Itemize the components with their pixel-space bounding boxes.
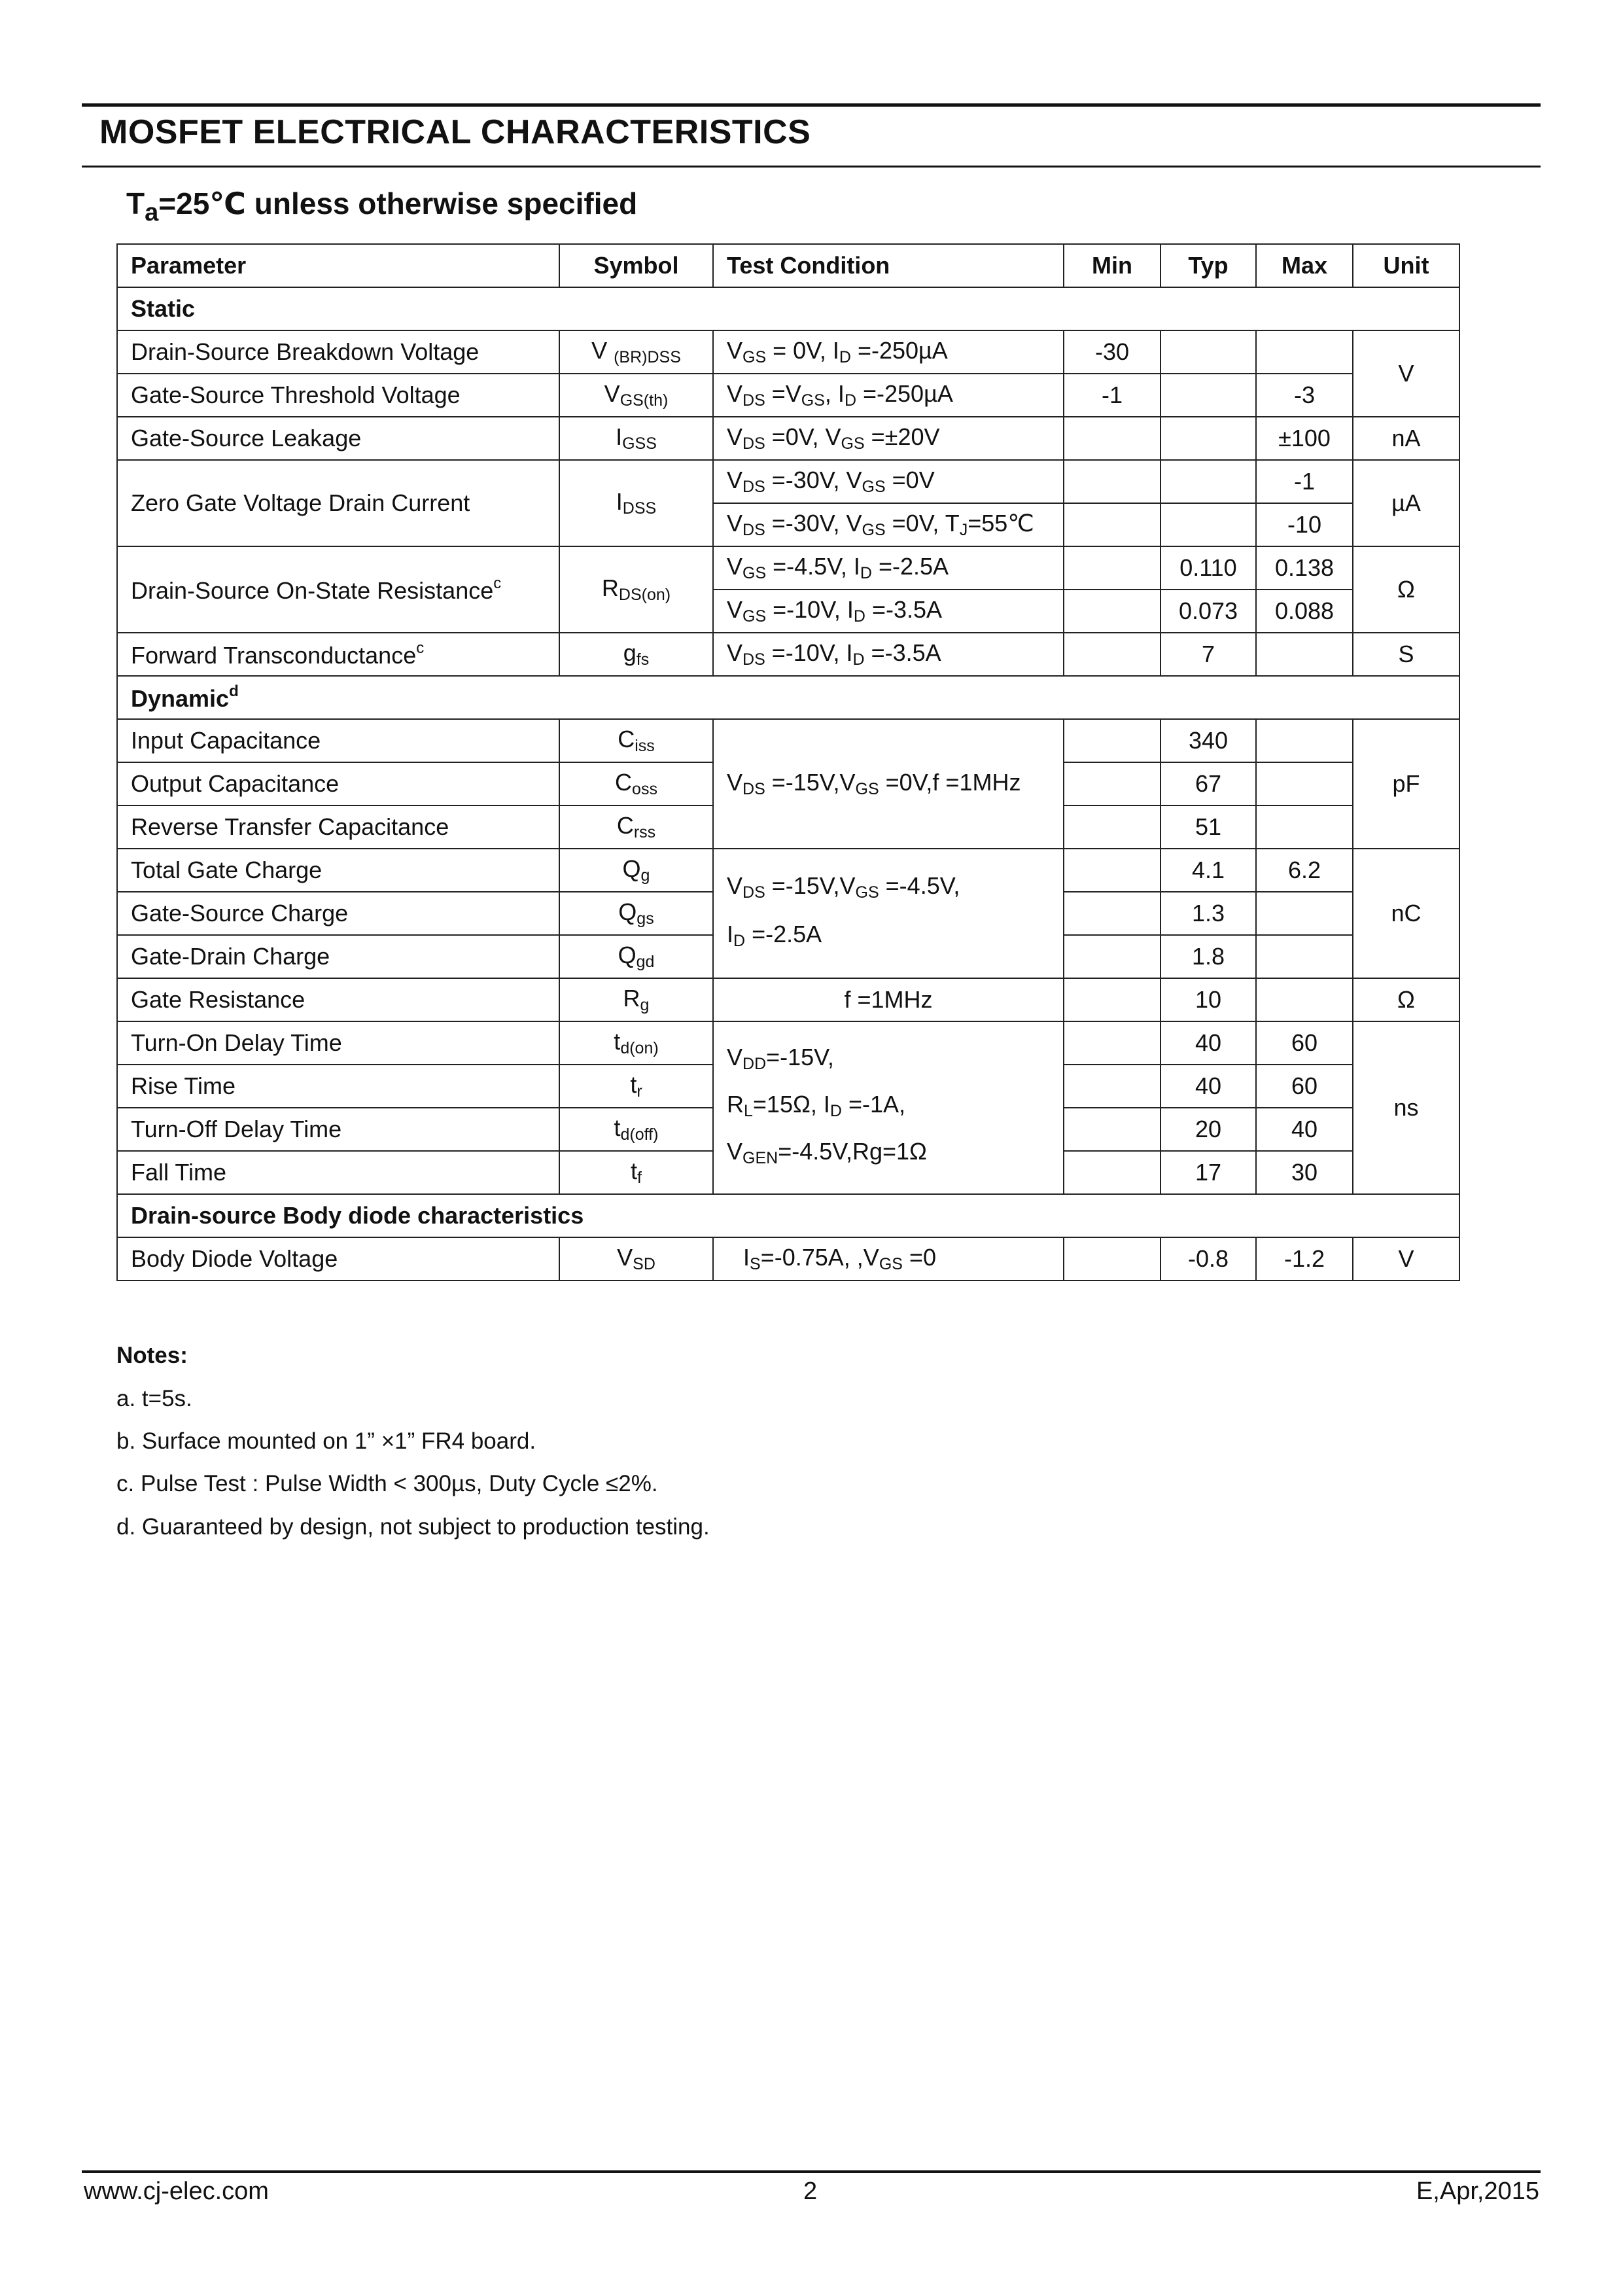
section-static: Static	[117, 287, 1459, 330]
symbol-cell: Qg	[559, 849, 713, 892]
typ-cell: 340	[1161, 719, 1256, 762]
typ-cell: 7	[1161, 633, 1256, 676]
min-cell	[1064, 1237, 1161, 1280]
typ-cell: 51	[1161, 805, 1256, 849]
symbol-cell: VSD	[559, 1237, 713, 1280]
unit-cell: µA	[1353, 460, 1459, 546]
unit-cell: pF	[1353, 719, 1459, 849]
table-row	[117, 1237, 1459, 1280]
typ-cell: 0.110	[1161, 546, 1256, 590]
typ-cell: -0.8	[1161, 1237, 1256, 1280]
symbol-cell: Crss	[559, 805, 713, 849]
param-cell: Zero Gate Voltage Drain Current	[117, 460, 559, 546]
section-row-diode	[117, 1194, 1459, 1237]
param-cell: Reverse Transfer Capacitance	[117, 805, 559, 849]
typ-cell: 67	[1161, 762, 1256, 805]
condition-cell: VDS =0V, VGS =±20V	[713, 417, 1064, 460]
title-underline	[82, 166, 1541, 168]
param-cell: Rise Time	[117, 1065, 559, 1108]
min-cell	[1064, 805, 1161, 849]
table-row	[117, 460, 1459, 503]
condition-cell: VDS =-30V, VGS =0V	[713, 460, 1064, 503]
condition-cell: VDS =-15V,VGS =-4.5V, ID =-2.5A	[713, 849, 1064, 978]
condition-cell: f =1MHz	[713, 978, 1064, 1021]
condition-cell: VDS =VGS, ID =-250µA	[713, 374, 1064, 417]
typ-cell	[1161, 330, 1256, 374]
max-cell	[1256, 330, 1353, 374]
unit-cell: V	[1353, 1237, 1459, 1280]
max-cell: 60	[1256, 1065, 1353, 1108]
section-row-static	[117, 287, 1459, 330]
typ-cell: 17	[1161, 1151, 1256, 1194]
max-cell: -1.2	[1256, 1237, 1353, 1280]
condition-cell: VDS =-15V,VGS =0V,f =1MHz	[713, 719, 1064, 849]
symbol-cell: Rg	[559, 978, 713, 1021]
typ-cell: 1.3	[1161, 892, 1256, 935]
symbol-cell: tf	[559, 1151, 713, 1194]
max-cell: 0.138	[1256, 546, 1353, 590]
symbol-cell: IDSS	[559, 460, 713, 546]
param-cell: Gate-Drain Charge	[117, 935, 559, 978]
max-cell: 0.088	[1256, 590, 1353, 633]
condition-cell: VGS =-4.5V, ID =-2.5A	[713, 546, 1064, 590]
unit-cell: Ω	[1353, 978, 1459, 1021]
condition-cell: VDS =-30V, VGS =0V, TJ=55℃	[713, 503, 1064, 546]
condition-cell: VDS =-10V, ID =-3.5A	[713, 633, 1064, 676]
param-cell: Input Capacitance	[117, 719, 559, 762]
section-body-diode: Drain-source Body diode characteristics	[117, 1194, 1459, 1237]
param-cell: Drain-Source Breakdown Voltage	[117, 330, 559, 374]
footer-website: www.cj-elec.com	[84, 2178, 269, 2205]
temperature-condition: $T_a=25℃$ unless otherwise specified	[126, 186, 638, 226]
min-cell	[1064, 978, 1161, 1021]
condition-cell: VDD=-15V, RL=15Ω, ID =-1A, VGEN=-4.5V,Rg=1Ω	[713, 1021, 1064, 1194]
footer-revision: E,Apr,2015	[1416, 2178, 1539, 2205]
symbol-cell: tr	[559, 1065, 713, 1108]
table-row	[117, 374, 1459, 417]
min-cell	[1064, 892, 1161, 935]
unit-cell: ns	[1353, 1021, 1459, 1194]
param-cell: Turn-On Delay Time	[117, 1021, 559, 1065]
table-row	[117, 633, 1459, 676]
typ-cell: 20	[1161, 1108, 1256, 1151]
note-d: d. Guaranteed by design, not subject to production testing.	[116, 1514, 710, 1540]
param-cell: Output Capacitance	[117, 762, 559, 805]
max-cell: -10	[1256, 503, 1353, 546]
symbol-cell: gfs	[559, 633, 713, 676]
typ-cell: 10	[1161, 978, 1256, 1021]
symbol-cell: Coss	[559, 762, 713, 805]
min-cell	[1064, 503, 1161, 546]
typ-cell: 40	[1161, 1021, 1256, 1065]
note-c: c. Pulse Test : Pulse Width < 300µs, Duty Cycle ≤2%.	[116, 1471, 658, 1496]
typ-cell	[1161, 417, 1256, 460]
electrical-characteristics-table	[116, 243, 1460, 1281]
param-cell: Gate-Source Threshold Voltage	[117, 374, 559, 417]
min-cell	[1064, 460, 1161, 503]
symbol-cell: V (BR)DSS	[559, 330, 713, 374]
min-cell	[1064, 849, 1161, 892]
max-cell	[1256, 935, 1353, 978]
table-row	[117, 417, 1459, 460]
min-cell	[1064, 762, 1161, 805]
condition-cell: VGS = 0V, ID =-250µA	[713, 330, 1064, 374]
header-max: Max	[1256, 244, 1353, 287]
condition-cell: VGS =-10V, ID =-3.5A	[713, 590, 1064, 633]
min-cell: -1	[1064, 374, 1161, 417]
header-min: Min	[1064, 244, 1161, 287]
typ-cell	[1161, 460, 1256, 503]
min-cell	[1064, 590, 1161, 633]
min-cell	[1064, 1151, 1161, 1194]
min-cell	[1064, 935, 1161, 978]
header-typ: Typ	[1161, 244, 1256, 287]
typ-cell	[1161, 503, 1256, 546]
page-title: MOSFET ELECTRICAL CHARACTERISTICS	[99, 113, 811, 151]
min-cell: -30	[1064, 330, 1161, 374]
symbol-cell: Qgs	[559, 892, 713, 935]
max-cell: 40	[1256, 1108, 1353, 1151]
max-cell: 60	[1256, 1021, 1353, 1065]
symbol-cell: td(on)	[559, 1021, 713, 1065]
param-cell: Gate Resistance	[117, 978, 559, 1021]
top-rule	[82, 103, 1541, 107]
unit-cell: Ω	[1353, 546, 1459, 633]
param-cell: Total Gate Charge	[117, 849, 559, 892]
typ-cell: 40	[1161, 1065, 1256, 1108]
header-test-condition: Test Condition	[713, 244, 1064, 287]
min-cell	[1064, 719, 1161, 762]
table-header-row	[117, 244, 1459, 287]
typ-cell	[1161, 374, 1256, 417]
param-cell: Gate-Source Leakage	[117, 417, 559, 460]
header-unit: Unit	[1353, 244, 1459, 287]
param-cell: Body Diode Voltage	[117, 1237, 559, 1280]
max-cell	[1256, 633, 1353, 676]
footer-page-number: 2	[803, 2178, 818, 2205]
unit-cell: nC	[1353, 849, 1459, 978]
symbol-cell: td(off)	[559, 1108, 713, 1151]
section-dynamic: Dynamic$^d$	[117, 676, 1459, 719]
max-cell: -1	[1256, 460, 1353, 503]
max-cell	[1256, 805, 1353, 849]
condition-cell: IS=-0.75A, ,VGS =0	[713, 1237, 1064, 1280]
max-cell	[1256, 978, 1353, 1021]
param-cell: Fall Time	[117, 1151, 559, 1194]
unit-cell: nA	[1353, 417, 1459, 460]
param-cell: Drain-Source On-State Resistance$^c$	[117, 546, 559, 633]
table-row	[117, 849, 1459, 892]
max-cell: ±100	[1256, 417, 1353, 460]
max-cell: 30	[1256, 1151, 1353, 1194]
table-row	[117, 978, 1459, 1021]
min-cell	[1064, 1021, 1161, 1065]
table-row	[117, 546, 1459, 590]
max-cell: 6.2	[1256, 849, 1353, 892]
note-a: a. t=5s.	[116, 1386, 192, 1411]
table-row	[117, 1021, 1459, 1065]
table-row	[117, 719, 1459, 762]
max-cell	[1256, 719, 1353, 762]
notes-heading: Notes:	[116, 1343, 188, 1368]
min-cell	[1064, 546, 1161, 590]
symbol-cell: Qgd	[559, 935, 713, 978]
unit-cell: S	[1353, 633, 1459, 676]
min-cell	[1064, 417, 1161, 460]
max-cell	[1256, 762, 1353, 805]
typ-cell: 1.8	[1161, 935, 1256, 978]
section-row-dynamic	[117, 676, 1459, 719]
header-parameter: Parameter	[117, 244, 559, 287]
min-cell	[1064, 1108, 1161, 1151]
unit-cell: V	[1353, 330, 1459, 417]
max-cell	[1256, 892, 1353, 935]
symbol-cell: VGS(th)	[559, 374, 713, 417]
param-cell: Gate-Source Charge	[117, 892, 559, 935]
min-cell	[1064, 633, 1161, 676]
param-cell: Forward Transconductance$^c$	[117, 633, 559, 676]
symbol-cell: IGSS	[559, 417, 713, 460]
typ-cell: 0.073	[1161, 590, 1256, 633]
param-cell: Turn-Off Delay Time	[117, 1108, 559, 1151]
max-cell: -3	[1256, 374, 1353, 417]
header-symbol: Symbol	[559, 244, 713, 287]
typ-cell: 4.1	[1161, 849, 1256, 892]
note-b: b. Surface mounted on 1” ×1” FR4 board.	[116, 1428, 536, 1454]
footer-rule	[82, 2170, 1541, 2173]
symbol-cell: RDS(on)	[559, 546, 713, 633]
min-cell	[1064, 1065, 1161, 1108]
symbol-cell: Ciss	[559, 719, 713, 762]
table-row	[117, 330, 1459, 374]
